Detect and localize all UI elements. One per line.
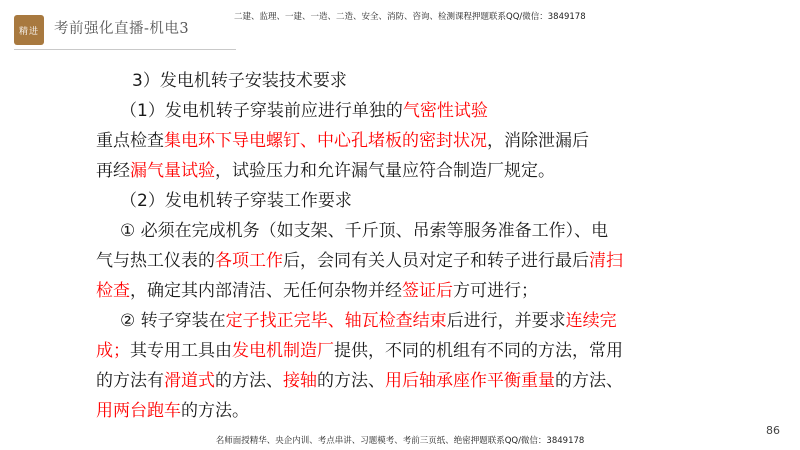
highlight-text: 集电环下导电螺钉、中心孔堵板的密封状况	[164, 131, 487, 151]
highlight-text: 各项工作	[215, 251, 283, 271]
subsection-1: （1）发电机转子穿装前应进行单独的气密性试验	[120, 101, 488, 121]
highlight-text: 签证后	[402, 281, 453, 301]
paragraph-line: 重点检查集电环下导电螺钉、中心孔堵板的密封状况，消除泄漏后	[96, 131, 589, 151]
footer-contact-note: 名师面授精华、央企内训、考点串讲、习题模考、考前三页纸、绝密押题联系QQ/微信：3849178	[215, 436, 585, 446]
course-title: 考前强化直播-机电3	[54, 21, 190, 37]
highlight-text: 漏气量试验	[130, 161, 215, 181]
highlight-text: 发电机制造厂	[232, 341, 334, 361]
header-divider	[14, 49, 236, 50]
brand-logo	[14, 15, 44, 45]
highlight-text: 检查	[96, 281, 130, 301]
highlight-text: 气密性试验	[402, 101, 488, 121]
item-2-line: 用两台跑车的方法。	[96, 401, 249, 421]
slide-content	[96, 66, 696, 426]
highlight-text: 定子找正完毕、轴瓦检查结束	[225, 311, 447, 331]
item-2-line: 成；其专用工具由发电机制造厂提供，不同的机组有不同的方法，常用	[96, 341, 623, 361]
highlight-text: 用两台跑车	[96, 401, 181, 421]
header-contact-note: 二建、监理、一建、一造、二造、安全、消防、咨询、检测课程押题联系QQ/微信：3849178	[234, 12, 586, 22]
paragraph-line: 再经漏气量试验，试验压力和允许漏气量应符合制造厂规定。	[96, 161, 555, 181]
subsection-2: （2）发电机转子穿装工作要求	[120, 191, 352, 211]
highlight-text: 清扫	[589, 251, 623, 271]
highlight-text: 用后轴承座作平衡重量	[385, 371, 555, 391]
page-number: 86	[766, 424, 780, 437]
item-1-line: ① 必须在完成机务（如支架、千斤顶、吊索等服务准备工作）、电	[120, 221, 609, 241]
highlight-text: 成；	[96, 341, 130, 361]
item-1-line: 气与热工仪表的各项工作后，会同有关人员对定子和转子进行最后清扫	[96, 251, 623, 271]
highlight-text: 滑道式	[164, 371, 215, 391]
highlight-text: 接轴	[283, 371, 317, 391]
logo-text: 精进	[18, 26, 39, 37]
item-2-line: 的方法有滑道式的方法、接轴的方法、用后轴承座作平衡重量的方法、	[96, 371, 623, 391]
item-2-line: ② 转子穿装在定子找正完毕、轴瓦检查结束后进行，并要求连续完	[120, 311, 617, 331]
section-heading: 3）发电机转子安装技术要求	[132, 71, 347, 91]
highlight-text: 连续完	[565, 311, 617, 331]
item-1-line: 检查，确定其内部清洁、无任何杂物并经签证后方可进行；	[96, 281, 538, 301]
